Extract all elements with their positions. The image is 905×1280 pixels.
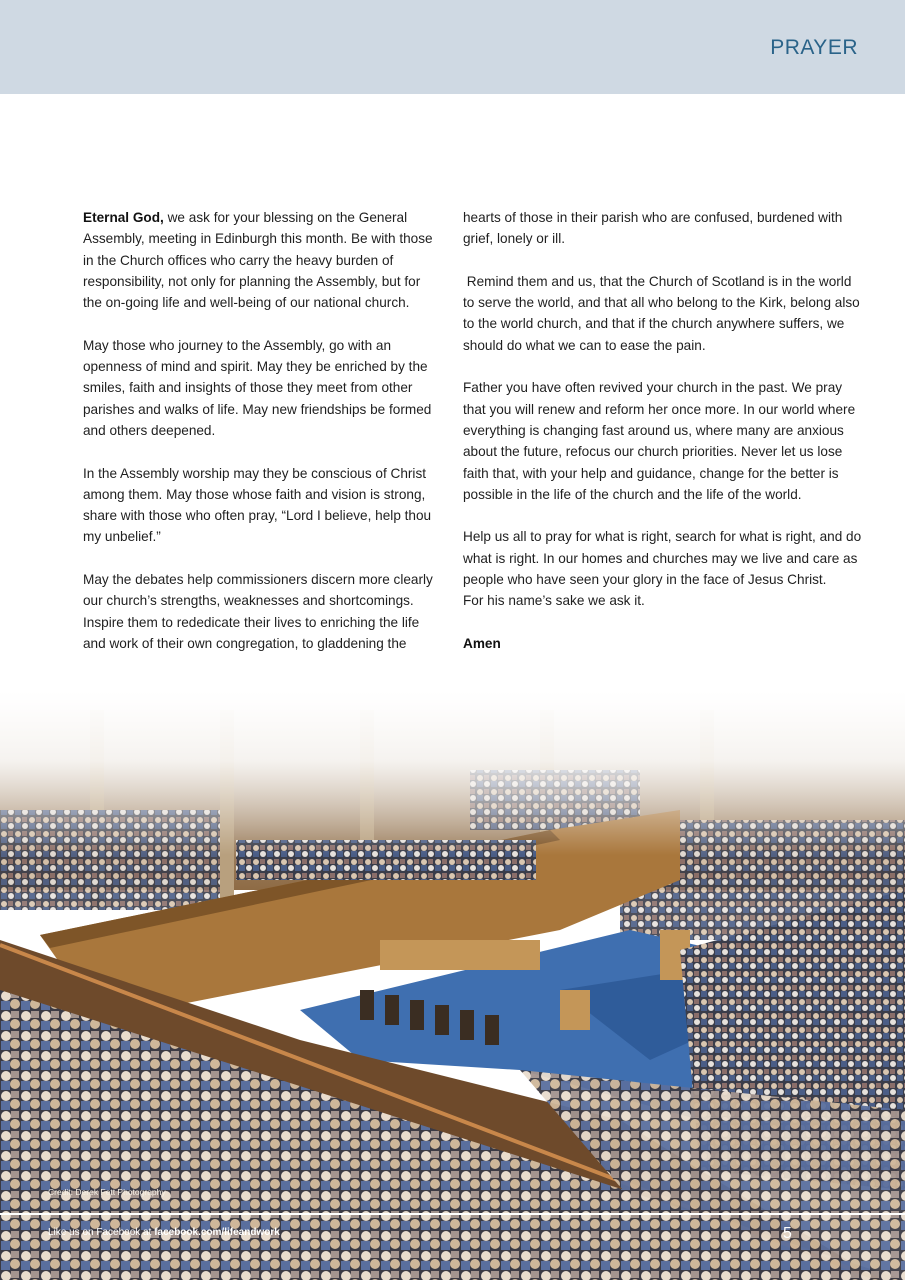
footer-prefix: Like us on Facebook at	[48, 1227, 155, 1238]
header-band	[0, 0, 905, 94]
paragraph-text: For his name’s sake we ask it.	[463, 593, 645, 609]
paragraph: Father you have often revived your church in the past. We pray that you will renew and reform her once more. In our world where everything is changing fast around us, where many are anxious about the future, refocus our church priorities. Never let us lose faith that, with your help and guidance, change for the better is possible in the life of the church and the life of the world.	[463, 380, 856, 502]
paragraph-text: we ask for your blessing on the General Assembly, meeting in Edinburgh this month. Be with those in the Church offices who carry the heavy burden of responsibility, not only for planning the Assembly, but for the on-going life and well-being of our national church.	[83, 210, 433, 311]
facebook-link[interactable]: facebook.com/lifeandwork	[154, 1227, 280, 1238]
footer-divider	[0, 1213, 905, 1215]
photo-credit: Credit: Derek Fett Photography	[48, 1187, 166, 1197]
prayer-left-column	[83, 207, 435, 676]
footer-social	[48, 1227, 280, 1238]
paragraph-text: Help us all to pray for what is right, search for what is right, and do what is right. In our homes and churches may we live and care as people who have seen your glory in the face of Jesus Christ.	[463, 529, 862, 588]
amen-label: Amen	[463, 635, 501, 651]
paragraph	[463, 526, 863, 611]
paragraph: May the debates help commissioners discern more clearly our church’s strengths, weaknesses and shortcomings. Inspire them to rededicate their lives to enriching the life and work of their own congregation, to gladdening the	[83, 572, 433, 651]
page-number: 5	[783, 1225, 792, 1242]
section-label: PRAYER	[770, 36, 858, 59]
paragraph	[83, 207, 435, 313]
paragraph: Remind them and us, that the Church of Scotland is in the world to serve the world, and that all who belong to the Kirk, belong also to the world church, and that if the church anywhere suffers, we should do what we can to ease the pain.	[463, 273, 864, 353]
paragraph: May those who journey to the Assembly, go with an openness of mind and spirit. May they be enriched by the smiles, faith and insights of those they meet from other parishes and walks of life. May new friendships be formed and others deepened.	[83, 337, 432, 438]
prayer-right-column	[463, 207, 863, 676]
paragraph: hearts of those in their parish who are confused, burdened with grief, lonely or ill.	[463, 210, 843, 247]
paragraph: In the Assembly worship may they be conscious of Christ among them. May those whose faith and vision is strong, share with those who often pray, “Lord I believe, help thou my unbelief.”	[83, 465, 432, 545]
amen	[463, 633, 863, 654]
paragraph-lead: Eternal God,	[83, 210, 164, 225]
assembly-hall-photo	[0, 690, 905, 1280]
